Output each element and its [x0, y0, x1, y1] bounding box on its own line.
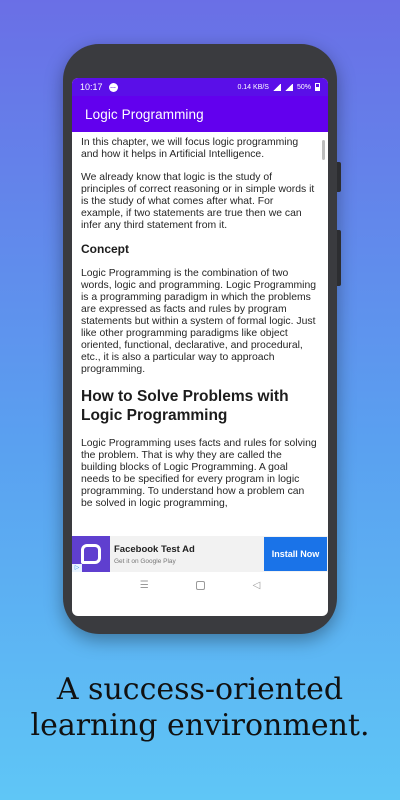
recents-icon[interactable]: ☰: [139, 579, 149, 591]
article-content[interactable]: [72, 132, 328, 536]
battery-icon: [315, 83, 320, 91]
solve-paragraph: Logic Programming uses facts and rules for solving the problem. That is why they are called the building blocks of Logic Programming. A goal needs to be specified for every program in logic programming. To understand how a problem can be solved in logic programming,: [81, 438, 317, 509]
intro-paragraph-2: We already know that logic is the study of principles of correct reasoning or in simple words it is the study of what comes after what. For example, if two statements are true then we can infer any third statement from it.: [81, 172, 315, 231]
ad-app-logo[interactable]: [72, 536, 110, 572]
promo-tagline: A success-oriented learning environment.: [30, 672, 370, 743]
scrollbar[interactable]: [322, 140, 325, 160]
volume-button: [337, 162, 341, 192]
heading-solve-problems: How to Solve Problems with Logic Programming: [81, 388, 289, 424]
install-now-button[interactable]: Install Now: [264, 537, 327, 571]
adchoices-icon[interactable]: ▷: [72, 564, 82, 572]
status-time: 10:17: [80, 82, 103, 92]
power-button: [337, 230, 341, 286]
notification-icon: …: [110, 83, 117, 90]
signal-icon: [285, 84, 293, 91]
app-logo-icon: [81, 544, 101, 564]
ad-text[interactable]: [110, 544, 264, 565]
ad-subtitle: Get it on Google Play: [114, 557, 176, 565]
concept-paragraph: Logic Programming is the combination of two words, logic and programming. Logic Programming is a programming paradigm in which the problems are expressed as facts and rules by program statements but within a system of formal logic. Just like other programming paradigms like object oriented, functional, declarative, and procedural, etc., it is also a particular way to approach programming.: [81, 268, 317, 375]
network-speed: 0.14 KB/S: [237, 83, 269, 91]
battery-percent: 50%: [296, 83, 311, 91]
ad-banner[interactable]: [72, 536, 328, 572]
wifi-icon: [273, 84, 281, 91]
phone-screen: [72, 78, 328, 616]
ad-title: Facebook Test Ad: [114, 543, 195, 555]
home-icon[interactable]: [196, 581, 205, 590]
app-bar: [72, 96, 328, 132]
back-icon[interactable]: ◁: [252, 579, 261, 591]
app-bar-title: Logic Programming: [85, 106, 204, 122]
intro-paragraph-1: In this chapter, we will focus logic programming and how it helps in Artificial Intelligence.: [81, 137, 299, 160]
navigation-bar: [72, 572, 328, 598]
heading-concept: Concept: [81, 242, 129, 256]
status-bar: [72, 78, 328, 96]
phone-frame: [63, 44, 337, 634]
